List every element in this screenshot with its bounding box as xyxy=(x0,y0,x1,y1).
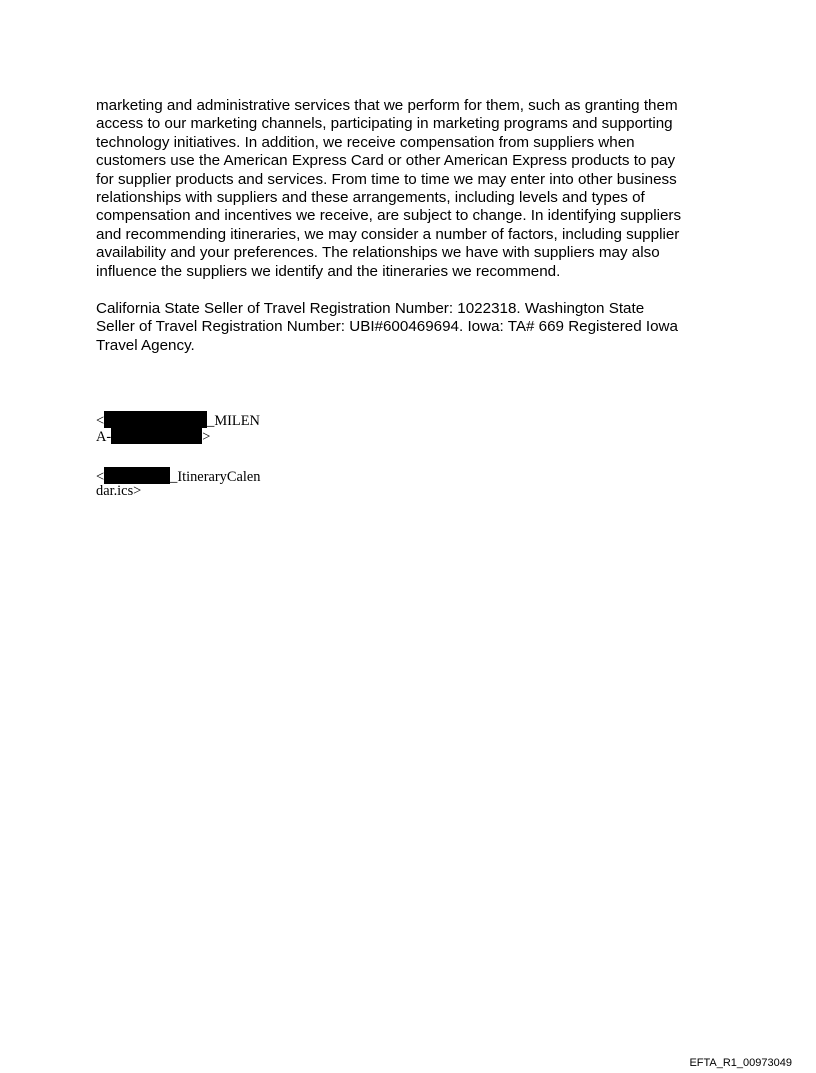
redaction-box xyxy=(104,411,207,428)
text-line: compensation and incentives we receive, are subject to change. In identifying suppliers xyxy=(96,207,682,225)
text-line: availability and your preferences. The relationships we have with suppliers may also xyxy=(96,244,660,262)
paragraph-supplier-compensation xyxy=(96,97,736,281)
attachment-name-part: dar.ics> xyxy=(96,483,142,499)
attachment-name-part: _ItineraryCalen xyxy=(170,469,261,485)
text-line: technology initiatives. In addition, we receive compensation from suppliers when xyxy=(96,133,635,151)
attachment-reference-2[interactable] xyxy=(96,467,260,499)
text-line: Travel Agency. xyxy=(96,336,195,354)
attachment-reference-1[interactable] xyxy=(96,411,260,443)
text-line: Seller of Travel Registration Number: UBI#600469694. Iowa: TA# 669 Registered Iowa xyxy=(96,318,678,336)
attachment-prefix: < xyxy=(96,413,105,429)
attachment-line xyxy=(96,483,260,499)
redaction-box xyxy=(104,467,170,484)
attachment-prefix: A- xyxy=(96,429,112,445)
attachment-name-part: _MILEN xyxy=(207,413,260,429)
text-line: relationships with suppliers and these arrangements, including levels and types of xyxy=(96,189,645,207)
attachment-name-part: > xyxy=(202,429,211,445)
attachment-line xyxy=(96,467,260,483)
text-line: marketing and administrative services that we perform for them, such as granting them xyxy=(96,97,678,114)
text-line: customers use the American Express Card or other American Express products to pay xyxy=(96,152,676,170)
text-line: influence the suppliers we identify and the itineraries we recommend. xyxy=(96,262,561,280)
attachment-prefix: < xyxy=(96,469,105,485)
text-line: California State Seller of Travel Registration Number: 1022318. Washington State xyxy=(96,300,645,317)
redaction-box xyxy=(111,427,202,444)
attachment-line xyxy=(96,427,260,443)
bates-number: EFTA_R1_00973049 xyxy=(689,1057,792,1069)
paragraph-registration-numbers xyxy=(96,300,736,355)
text-line: for supplier products and services. From time to time we may enter into other business xyxy=(96,170,677,188)
text-line: and recommending itineraries, we may consider a number of factors, including supplier xyxy=(96,225,680,243)
text-line: access to our marketing channels, participating in marketing programs and supporting xyxy=(96,115,673,133)
attachment-line xyxy=(96,411,260,427)
